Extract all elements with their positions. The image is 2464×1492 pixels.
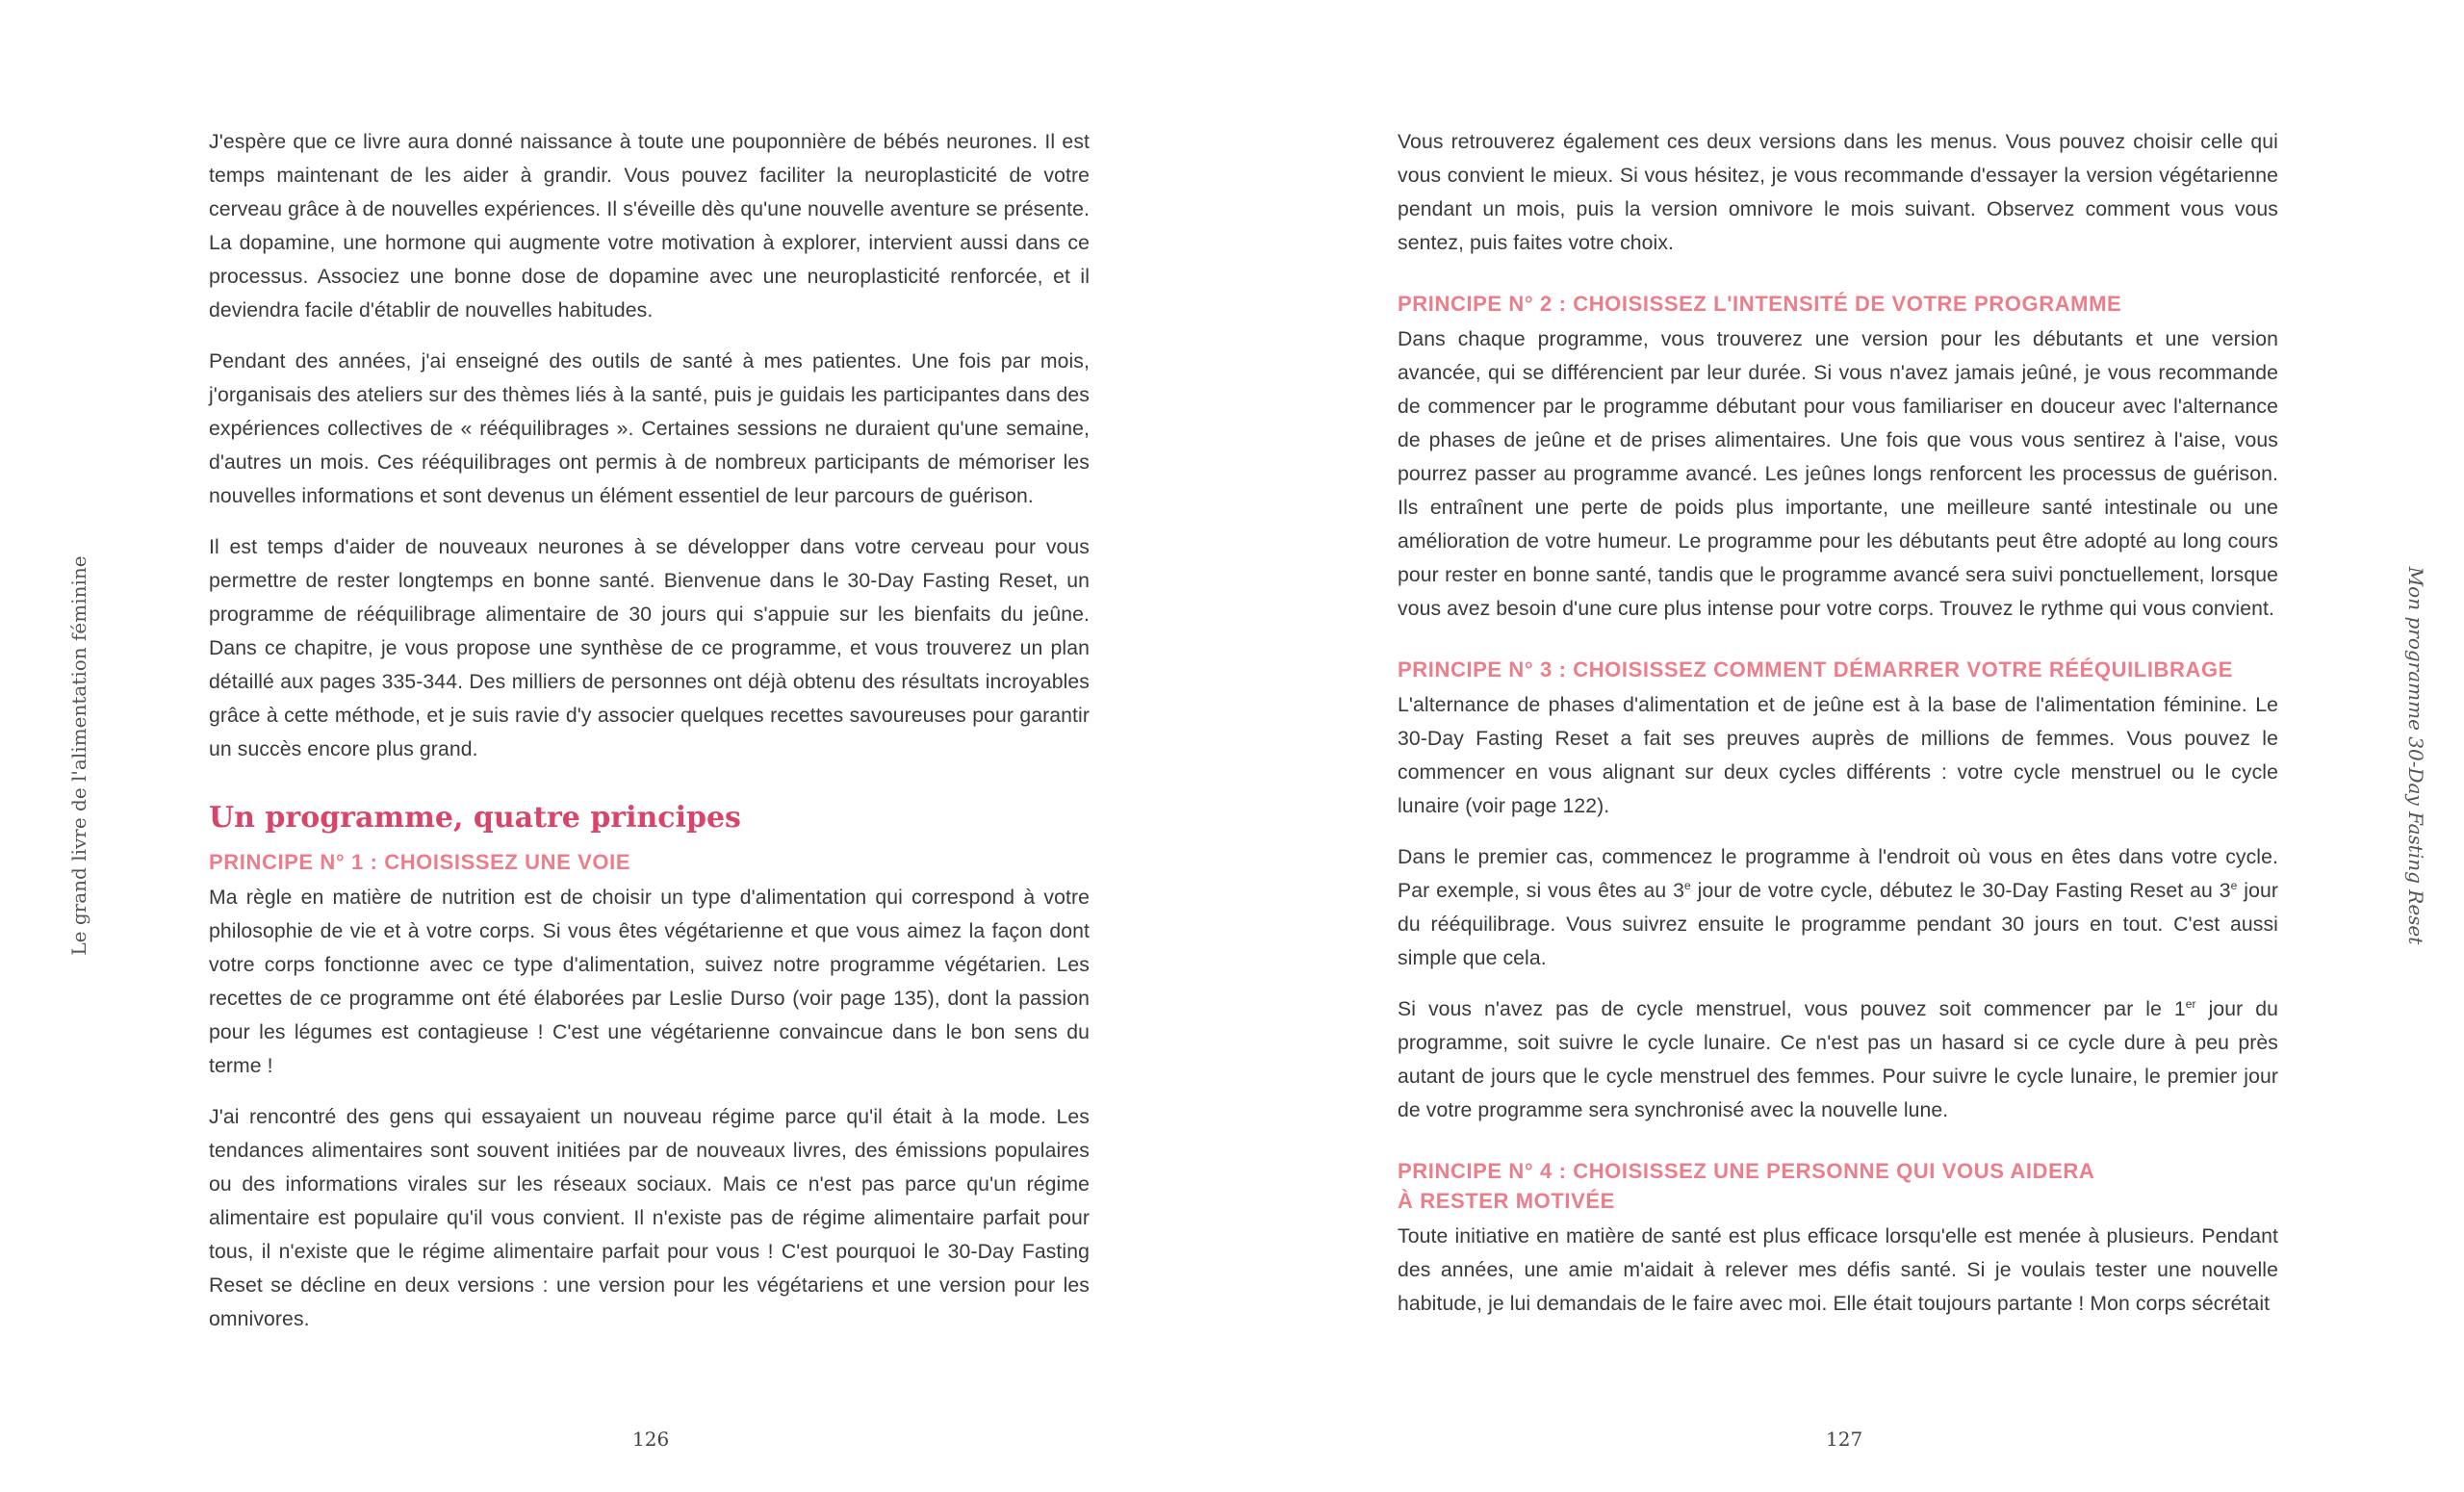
paragraph: Vous retrouverez également ces deux versions dans les menus. Vous pouvez choisir celle qui vous convient le mieux. Si vous hésitez, je vous recommande d'essayer la version végétarienne pendant un mois, puis la version omnivore le mois suivant. Observez comment vous vous sentez, puis faites votre choix.: [1398, 131, 2278, 254]
right-text-column: [1398, 125, 2278, 1338]
paragraph: Dans chaque programme, vous trouverez une version pour les débutants et une version avancée, qui se différencient par leur durée. Si vous n'avez jamais jeûné, je vous recommande de commencer par le programme débutant pour vous familiariser en douceur avec l'alternance de phases de jeûne et de prises alimentaires. Une fois que vous vous sentirez à l'aise, vous pourrez passer au programme avancé. Les jeûnes longs renforcent les processus de guérison. Ils entraînent une perte de poids plus importante, une meilleure santé intestinale ou une amélioration de votre humeur. Le programme pour les débutants peut être adopté au long cours pour rester en bonne santé, tandis que le programme avancé sera suivi ponctuellement, lorsque vous avez besoin d'une cure plus intense pour votre corps. Trouvez le rythme qui vous convient.: [1398, 328, 2278, 620]
heading-line: À RESTER MOTIVÉE: [1398, 1189, 1615, 1213]
superscript: e: [1684, 878, 1691, 892]
paragraph: Il est temps d'aider de nouveaux neurones à se développer dans votre cerveau pour vous permettre de rester longtemps en bonne santé. Bienvenue dans le 30-Day Fasting Reset, un programme de rééquilibrage alimentaire de 30 jours qui s'appuie sur les bienfaits du jeûne. Dans ce chapitre, je vous propose une synthèse de ce programme, et vous trouverez un plan détaillé aux pages 335-344. Des milliers de personnes ont déjà obtenu des résultats incroyables grâce à cette méthode, et je suis ravie d'y associer quelques recettes savoureuses pour garantir un succès encore plus grand.: [209, 536, 1090, 760]
left-text-column: [209, 125, 1090, 1353]
superscript: er: [2185, 996, 2196, 1011]
paragraph: Pendant des années, j'ai enseigné des outils de santé à mes patientes. Une fois par mois, j'organisais des ateliers sur des thèmes liés à la santé, puis je guidais les participantes dans des expériences collectives de « rééquilibrages ». Certaines sessions ne duraient qu'une semaine, d'autres un mois. Ces rééquilibrages ont permis à de nombreux participants de mémoriser les nouvelles informations et sont devenus un élément essentiel de leur parcours de guérison.: [209, 350, 1090, 507]
principle-2-heading: PRINCIPE N° 2 : CHOISISSEZ L'INTENSITÉ DE VOTRE PROGRAMME: [1398, 292, 2122, 316]
page-number-left: 126: [632, 1428, 670, 1451]
running-head-right: Mon programme 30-Day Fasting Reset: [2404, 566, 2427, 945]
text-run: jour du rééquilibrage. Vous suivrez ensuite le programme pendant 30 jours en tout. C'est aussi simple que cela.: [1398, 880, 2279, 969]
principle-3-heading: PRINCIPE N° 3 : CHOISISSEZ COMMENT DÉMARRER VOTRE RÉÉQUILIBRAGE: [1398, 657, 2233, 682]
paragraph: [1398, 840, 2278, 975]
principle-4-heading: [1398, 1156, 2278, 1216]
text-run: jour du programme, soit suivre le cycle lunaire. Ce n'est pas un hasard si ce cycle dure à peu près autant de jours que le cycle menstruel des femmes. Pour suivre le cycle lunaire, le premier jour de votre programme sera synchronisé avec la nouvelle lune.: [1398, 998, 2278, 1121]
paragraph: L'alternance de phases d'alimentation et de jeûne est à la base de l'alimentation féminine. Le 30-Day Fasting Reset a fait ses preuves auprès de millions de femmes. Vous pouvez le commencer en vous alignant sur deux cycles différents : votre cycle menstruel ou le cycle lunaire (voir page 122).: [1398, 694, 2278, 817]
section-title: Un programme, quatre principes: [209, 801, 741, 835]
right-page: [1232, 0, 2464, 1492]
text-run: Si vous n'avez pas de cycle menstruel, vous pouvez soit commencer par le 1: [1398, 998, 2186, 1020]
running-head-left: Le grand livre de l'alimentation féminine: [67, 555, 90, 956]
paragraph: Ma règle en matière de nutrition est de choisir un type d'alimentation qui correspond à votre philosophie de vie et à votre corps. Si vous êtes végétarienne et que vous aimez la façon dont votre corps fonctionne avec ce type d'alimentation, suivez notre programme végétarien. Les recettes de ce programme ont été élaborées par Leslie Durso (voir page 135), dont la passion pour les légumes est contagieuse ! C'est une végétarienne convaincue dans le bon sens du terme !: [209, 887, 1090, 1077]
paragraph: J'espère que ce livre aura donné naissance à toute une pouponnière de bébés neurones. Il est temps maintenant de les aider à grandir. Vous pouvez faciliter la neuroplasticité de votre cerveau grâce à de nouvelles expériences. Il s'éveille dès qu'une nouvelle aventure se présente. La dopamine, une hormone qui augmente votre motivation à explorer, intervient aussi dans ce processus. Associez une bonne dose de dopamine avec une neuroplasticité renforcée, et il deviendra facile d'établir de nouvelles habitudes.: [209, 131, 1090, 322]
heading-line: PRINCIPE N° 4 : CHOISISSEZ UNE PERSONNE QUI VOUS AIDERA: [1398, 1159, 2095, 1183]
superscript: e: [2230, 878, 2238, 892]
text-run: jour de votre cycle, débutez le 30-Day Fasting Reset au 3: [1690, 880, 2231, 902]
page-number-right: 127: [1826, 1428, 1863, 1451]
text-run: Dans le premier cas, commencez le programme à l'endroit où vous en êtes dans votre cycle. Par exemple, si vous êtes au 3: [1398, 846, 2278, 902]
paragraph: Toute initiative en matière de santé est plus efficace lorsqu'elle est menée à plusieurs. Pendant des années, une amie m'aidait à relever mes défis santé. Si je voulais tester une nouvelle habitude, je lui demandais de le faire avec moi. Elle était toujours partante ! Mon corps sécrétait: [1398, 1225, 2278, 1315]
paragraph: [1398, 992, 2278, 1127]
principle-1-heading: PRINCIPE N° 1 : CHOISISSEZ UNE VOIE: [209, 850, 631, 874]
paragraph: J'ai rencontré des gens qui essayaient un nouveau régime parce qu'il était à la mode. Les tendances alimentaires sont souvent initiées par de nouveaux livres, des émissions populaires ou des informations virales sur les réseaux sociaux. Mais ce n'est pas parce qu'un régime alimentaire est populaire qu'il vous convient. Il n'existe pas de régime alimentaire parfait pour tous, il n'existe que le régime alimentaire parfait pour vous ! C'est pourquoi le 30-Day Fasting Reset se décline en deux versions : une version pour les végétariens et une version pour les omnivores.: [209, 1106, 1090, 1330]
